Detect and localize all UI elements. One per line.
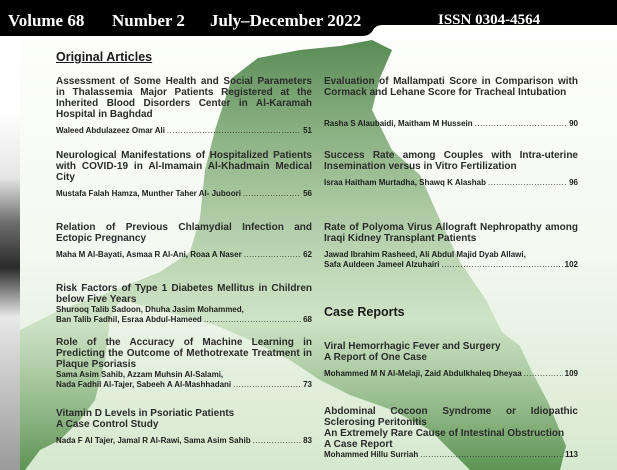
toc-entry[interactable]: [324, 150, 578, 188]
article-authors: Waleed Abdulazeez Omar Ali: [56, 126, 165, 135]
toc-entry[interactable]: [324, 76, 578, 129]
toc-entry[interactable]: [324, 341, 578, 379]
article-authors-line: [56, 436, 312, 446]
article-authors-line: [324, 450, 578, 460]
leader-dots: [167, 126, 301, 136]
article-authors: Ban Talib Fadhil, Esraa Abdul-Hameed: [56, 315, 202, 324]
article-title[interactable]: Evaluation of Mallampati Score in Comparison with Cormack and Lehane Score for Tracheal Intubation: [324, 76, 578, 98]
leader-dots: [243, 189, 301, 199]
article-page: 102: [564, 260, 578, 269]
leader-dots: [233, 380, 301, 390]
article-subtitle: A Case Control Study: [56, 419, 159, 430]
toc-entry[interactable]: [56, 283, 312, 325]
article-subtitle-2: A Case Report: [324, 439, 393, 450]
leader-dots: [475, 119, 567, 129]
article-title[interactable]: Assessment of Some Health and Social Parameters in Thalassemia Major Patients Registered at the Inherited Blood Disorders Center in Al-Karamah Hospital in Baghdad: [56, 76, 312, 120]
article-page: 90: [569, 119, 578, 128]
leader-dots: [420, 450, 563, 460]
issue-date: July–December 2022: [210, 11, 362, 30]
article-page: 51: [303, 126, 312, 135]
article-authors: Israa Haitham Murtadha, Shawq K Alashab: [324, 178, 486, 187]
article-page: 56: [303, 189, 312, 198]
article-page: 113: [565, 450, 578, 459]
article-authors-line: [56, 315, 312, 325]
article-authors-line: [56, 250, 312, 260]
article-title[interactable]: Abdominal Cocoon Syndrome or Idiopathic Sclerosing Peritonitis: [324, 406, 578, 428]
article-authors-line1: Sama Asim Sahib, Azzam Muhsin Al-Salami,: [56, 370, 224, 379]
article-authors: Mohammed M N Al-Melaji, Zaid Abdulkhaleq Dheyaa: [324, 369, 522, 378]
case-reports-heading: Case Reports: [324, 305, 405, 319]
leader-dots: [253, 436, 302, 446]
article-page: 96: [569, 178, 578, 187]
article-authors-line: [324, 260, 578, 270]
toc-entry[interactable]: [56, 150, 312, 199]
article-title[interactable]: Role of the Accuracy of Machine Learning in Predicting the Outcome of Methotrexate Treatment in Plaque Psoriasis: [56, 337, 312, 370]
article-page: 83: [303, 436, 312, 445]
article-title[interactable]: Risk Factors of Type 1 Diabetes Mellitus in Children below Five Years: [56, 283, 312, 305]
article-subtitle: An Extremely Rare Cause of Intestinal Obstruction: [324, 428, 565, 439]
toc-entry[interactable]: [56, 408, 312, 446]
leader-dots: [488, 178, 567, 188]
toc-entry[interactable]: [56, 337, 312, 390]
toc-entry[interactable]: [56, 222, 312, 260]
article-title[interactable]: Success Rate among Couples with Intra-uterine Insemination versus in Vitro Fertilization: [324, 150, 578, 172]
article-authors-line1: Jawad Ibrahim Rasheed, Ali Abdul Majid Dyab Allawi,: [324, 250, 526, 259]
article-authors-line: [56, 189, 312, 199]
leader-dots: [204, 315, 301, 325]
leader-dots: [524, 369, 563, 379]
toc-entry[interactable]: [324, 406, 578, 460]
article-page: 73: [303, 380, 312, 389]
article-authors-line: [56, 380, 312, 390]
article-authors-line: [56, 126, 312, 136]
issn-label: ISSN 0304-4564: [438, 12, 541, 28]
article-authors: Maha M Al-Bayati, Asmaa R Al-Ani, Roaa A Naser: [56, 250, 242, 259]
article-title[interactable]: Viral Hemorrhagic Fever and Surgery: [324, 341, 501, 352]
article-page: 109: [564, 369, 578, 378]
article-authors: Rasha S Alaubaidi, Maitham M Hussein: [324, 119, 473, 128]
article-authors: Mustafa Falah Hamza, Munther Taher Al- Juboori: [56, 189, 241, 198]
article-authors-line: [324, 119, 578, 129]
article-authors-line1: Shurooq Talib Sadoon, Dhuha Jasim Mohammed,: [56, 305, 244, 314]
article-subtitle: A Report of One Case: [324, 352, 427, 363]
article-page: 68: [303, 315, 312, 324]
article-authors: Nada Fadhil Al-Tajer, Sabeeh A Al-Mashhadani: [56, 380, 232, 389]
volume-label: Volume 68: [8, 11, 85, 30]
article-authors-line: [324, 369, 578, 379]
article-title[interactable]: Neurological Manifestations of Hospitalized Patients with COVID-19 in Al-Imamain Al-Khadmain Medical City: [56, 150, 312, 183]
article-title[interactable]: Vitamin D Levels in Psoriatic Patients: [56, 408, 235, 419]
leader-dots: [441, 260, 562, 270]
article-title[interactable]: Rate of Polyoma Virus Allograft Nephropathy among Iraqi Kidney Transplant Patients: [324, 222, 578, 244]
article-page: 62: [303, 250, 312, 259]
article-authors: Safa Auldeen Jameel Alzuhairi: [324, 260, 440, 269]
journal-header: [0, 0, 617, 38]
toc-entry[interactable]: [324, 222, 578, 270]
article-authors: Nada F Al Tajer, Jamal R Al-Rawi, Sama Asim Sahib: [56, 436, 251, 445]
article-title[interactable]: Relation of Previous Chlamydial Infection and Ectopic Pregnancy: [56, 222, 312, 244]
original-articles-heading: Original Articles: [56, 50, 153, 64]
leader-dots: [244, 250, 301, 260]
article-authors: Mohammed Hillu Surriah: [324, 450, 419, 459]
toc-entry[interactable]: [56, 76, 312, 136]
article-authors-line: [324, 178, 578, 188]
number-label: Number 2: [112, 11, 185, 30]
left-edge-strip: [0, 20, 20, 470]
